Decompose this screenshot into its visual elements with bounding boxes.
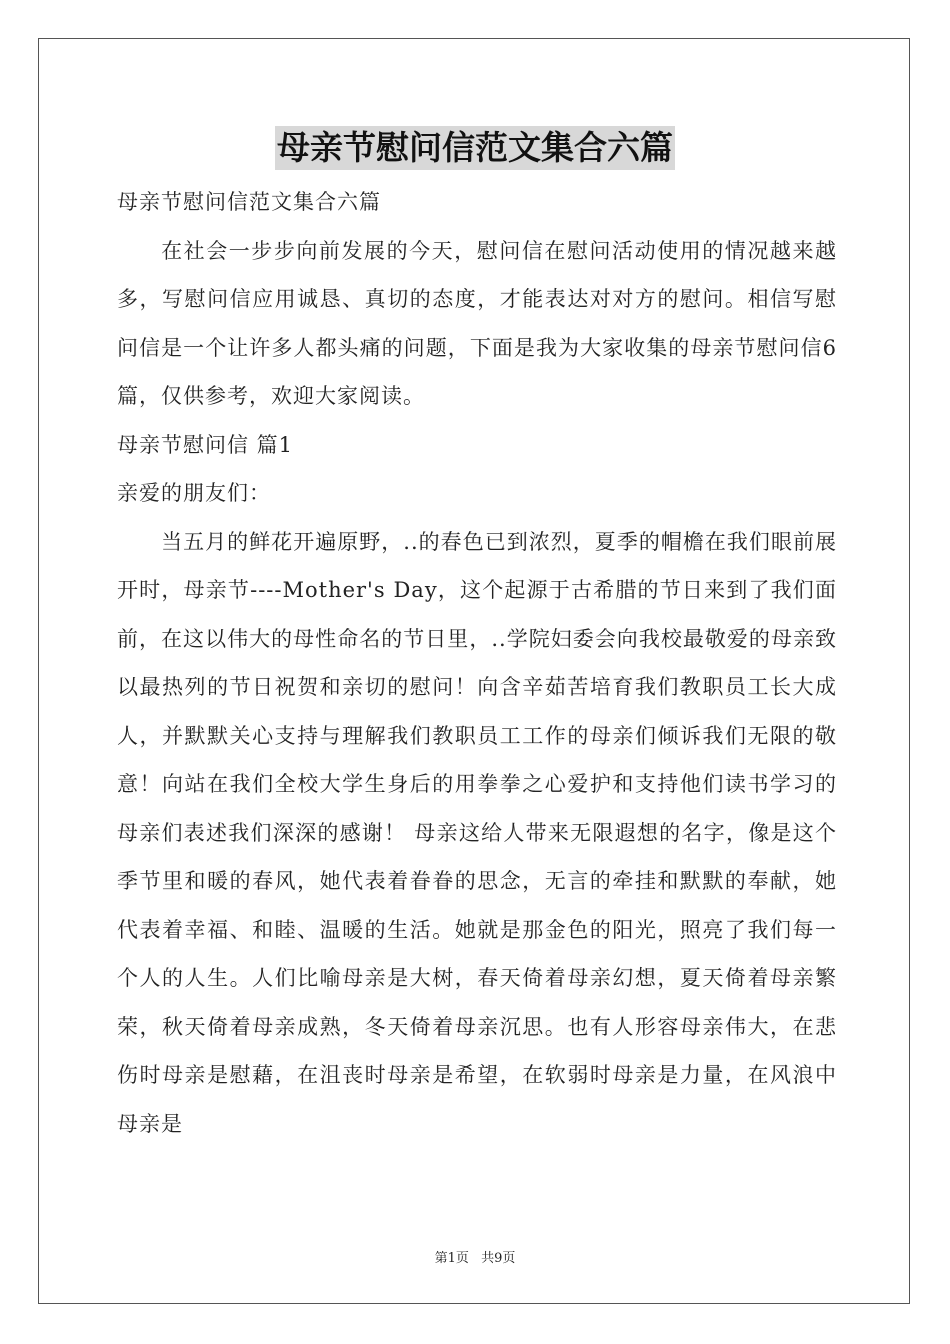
subtitle-line: 母亲节慰问信范文集合六篇 xyxy=(117,190,381,214)
page-number: 第1页 xyxy=(434,1251,469,1266)
intro-paragraph: 在社会一步步向前发展的今天，慰问信在慰问活动使用的情况越来越多，写慰问信应用诚恳、真切的态度，才能表达对对方的慰问。相信写慰问信是一个让许多人都头痛的问题，下面是我为大家收集的母亲节慰问信6篇，仅供参考，欢迎大家阅读。 xyxy=(117,238,837,408)
title-container xyxy=(0,126,950,170)
document-body xyxy=(117,178,837,1148)
salutation: 亲爱的朋友们： xyxy=(117,481,271,505)
letter-paragraph: 当五月的鲜花开遍原野，..的春色已到浓烈，夏季的帽檐在我们眼前展开时，母亲节----Mother's Day，这个起源于古希腊的节日来到了我们面前，在这以伟大的母性命名的节日里，..学院妇委会向我校最敬爱的母亲致以最热列的节日祝贺和亲切的慰问！向含辛茹苦培育我们教职员工长大成人，并默默关心支持与理解我们教职员工工作的母亲们倾诉我们无限的敬意！向站在我们全校大学生身后的用拳拳之心爱护和支持他们读书学习的母亲们表述我们深深的感谢！ 母亲这给人带来无限遐想的名字，像是这个季节里和暖的春风，她代表着眷眷的思念，无言的牵挂和默默的奉献，她代表着幸福、和睦、温暖的生活。她就是那金色的阳光，照亮了我们每一个人的人生。人们比喻母亲是大树，春天倚着母亲幻想，夏天倚着母亲繁荣，秋天倚着母亲成熟，冬天倚着母亲沉思。也有人形容母亲伟大，在悲伤时母亲是慰藉，在沮丧时母亲是希望，在软弱时母亲是力量，在风浪中母亲是 xyxy=(117,529,837,1136)
document-title: 母亲节慰问信范文集合六篇 xyxy=(275,126,675,170)
page-total: 共9页 xyxy=(481,1251,516,1266)
page-footer xyxy=(0,1247,950,1266)
section-heading: 母亲节慰问信 篇1 xyxy=(117,432,294,457)
